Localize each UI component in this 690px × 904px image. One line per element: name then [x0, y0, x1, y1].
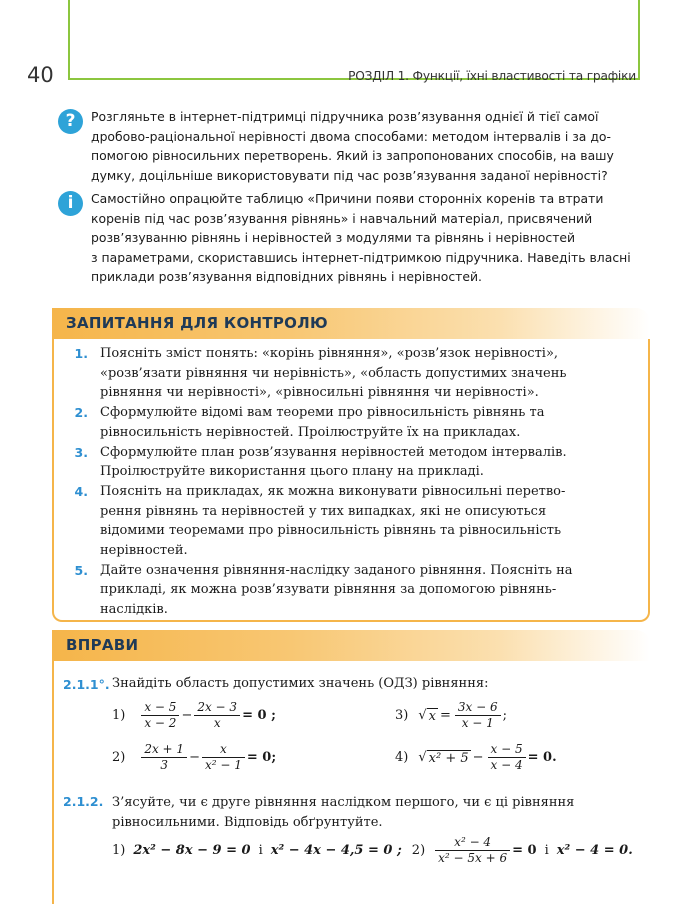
exercise-line: З’ясуйте, чи є друге рівняння наслідком першого, чи є ці рівняння — [112, 795, 575, 810]
exercise-text: Знайдіть область допустимих значень (ОДЗ) рівняння: — [112, 676, 489, 691]
note-line: з параметрами, скориставшись інтернет-підтримкою підручника. Наведіть власні — [91, 249, 631, 265]
equation: x² − 4x − 4,5 = 0 ; — [270, 842, 402, 858]
equation-rhs: = 0; — [246, 750, 277, 765]
denominator: x − 2 — [144, 716, 177, 730]
numerator: x² − 4 — [435, 835, 510, 851]
note-line: Самостійно опрацюйте таблицю «Причини появи сторонніх коренів та втрати — [91, 191, 604, 206]
question-number: 1. — [74, 346, 88, 361]
fraction — [202, 742, 245, 773]
fraction — [141, 742, 187, 773]
equation-end: = 0. — [527, 750, 557, 765]
operator: − — [472, 750, 484, 765]
question-item — [74, 482, 640, 561]
equation-rhs: = 0 ; — [242, 708, 276, 723]
note-line: розв’язуванню рівнянь і нерівностей з модулями та рівнянь і нерівностей — [91, 230, 576, 246]
denominator: 3 — [160, 758, 169, 772]
equation: 2x² − 8x − 9 = 0 — [133, 842, 251, 858]
control-section-header — [52, 308, 650, 339]
question-item — [74, 443, 640, 482]
question-number: 2. — [74, 405, 88, 421]
equation-rhs: = 0 — [512, 842, 537, 858]
note-line: дробово-раціональної нерівності двома способами: методом інтервалів і за до- — [91, 128, 611, 144]
numerator: x − 5 — [141, 700, 179, 716]
equation-end: ; — [502, 708, 508, 723]
exercise-line: рівносильними. Відповідь обґрунтуйте. — [112, 814, 383, 830]
question-number: 4. — [74, 483, 88, 499]
question-line: Сформулюйте план розв’язування нерівностей методом інтервалів. — [100, 444, 567, 460]
equation-number: 4) — [395, 750, 409, 765]
sqrt-sign: √ — [418, 750, 427, 765]
question-line: Сформулюйте відомі вам теореми про рівносильність рівнянь та — [100, 405, 545, 421]
question-icon: ? — [58, 109, 83, 134]
numerator: x — [202, 742, 245, 758]
question-number: 3. — [74, 444, 88, 460]
question-line: прикладі, як можна розв’язувати рівняння за допомогою рівнянь- — [100, 582, 557, 598]
note-line: думку, доцільніше використовувати під час розв’язування заданої нерівності? — [91, 167, 608, 183]
header-rule-right — [638, 0, 640, 80]
numerator: 2x + 1 — [141, 742, 187, 758]
exercise-text — [112, 793, 574, 832]
exercises-section-header — [52, 630, 650, 661]
operator: = — [439, 708, 451, 723]
exercises-left-rule — [52, 661, 54, 904]
question-line: Проілюструйте використання цього плану на прикладі. — [100, 464, 484, 480]
question-item — [74, 561, 640, 620]
sqrt-sign: √ — [418, 708, 427, 723]
note-line: Розгляньте в інтернет-підтримці підручника розв’язування однієї й тієї самої — [91, 109, 599, 124]
equation-number: 2) — [112, 750, 126, 765]
equation: x² − 4 = 0. — [556, 842, 633, 858]
denominator: x — [213, 716, 221, 730]
note-line: помогою рівносильних перетворень. Який із запропонованих способів, на вашу — [91, 148, 614, 164]
question-line: «розв’язати рівняння чи нерівність», «область допустимих значень — [100, 365, 567, 381]
question-line: рення рівнянь та нерівностей у тих випадках, які не описуються — [100, 503, 547, 519]
numerator: 2x − 3 — [194, 700, 240, 716]
note-line: приклади розв’язування відповідних рівнянь і нерівностей. — [91, 269, 482, 285]
equation-1 — [112, 700, 276, 731]
exercise-number: 2.1.2. — [63, 794, 104, 809]
running-header: РОЗДІЛ 1. Функції, їхні властивості та графіки — [348, 69, 636, 83]
exercise-number: 2.1.1°. — [63, 677, 110, 692]
fraction — [194, 700, 240, 731]
conjunction: і — [544, 842, 549, 858]
denominator: x − 1 — [461, 716, 494, 730]
question-line: Дайте означення рівняння-наслідку заданого рівняння. Поясніть на — [100, 562, 573, 578]
equation-number: 2) — [411, 842, 426, 858]
equation-pair-1 — [112, 834, 633, 866]
control-question-list — [74, 344, 640, 620]
operator: − — [181, 708, 193, 723]
question-line: рівносильність нерівностей. Проілюструйте їх на прикладах. — [100, 424, 521, 440]
note-line: коренів під час розв’язування рівнянь» і навчальний матеріал, присвячений — [91, 210, 593, 226]
note-text — [91, 107, 643, 185]
equation-number: 3) — [395, 708, 409, 723]
radicand: x² + 5 — [428, 750, 469, 766]
question-line: відомими теоремами про рівносильність рівнянь та рівносильність — [100, 523, 562, 539]
note-text — [91, 189, 643, 287]
question-line: рівняння чи нерівності», «рівносильні рівняння чи нерівності». — [100, 385, 539, 401]
radicand: x — [428, 708, 436, 724]
question-line: наслідків. — [100, 602, 168, 618]
question-item — [74, 403, 640, 442]
equation-number: 1) — [112, 842, 126, 858]
equation-3 — [395, 700, 507, 731]
question-number: 5. — [74, 562, 88, 578]
equation-number: 1) — [112, 708, 126, 723]
denominator: x² − 1 — [204, 758, 242, 772]
control-section-title: ЗАПИТАННЯ ДЛЯ КОНТРОЛЮ — [66, 314, 328, 332]
operator: − — [189, 750, 200, 765]
denominator: x² − 5x + 6 — [438, 850, 508, 865]
question-line: нерівностей. — [100, 543, 188, 559]
page-number: 40 — [27, 63, 54, 87]
fraction — [141, 700, 179, 731]
question-line: Поясніть зміст понять: «корінь рівняння», «розв’язок нерівності», — [100, 346, 559, 361]
fraction — [455, 700, 501, 731]
fraction — [488, 742, 526, 773]
question-line: Поясніть на прикладах, як можна виконувати рівносильні перетво- — [100, 483, 566, 499]
numerator: 3x − 6 — [455, 700, 501, 716]
equation-4 — [395, 742, 557, 773]
conjunction: і — [258, 842, 263, 858]
numerator: x − 5 — [488, 742, 526, 758]
fraction — [435, 835, 510, 866]
question-item — [74, 344, 640, 403]
equation-2 — [112, 742, 276, 773]
header-rule-vertical — [68, 0, 70, 78]
info-icon: i — [58, 191, 83, 216]
denominator: x − 4 — [490, 758, 523, 772]
exercises-section-title: ВПРАВИ — [66, 636, 139, 654]
